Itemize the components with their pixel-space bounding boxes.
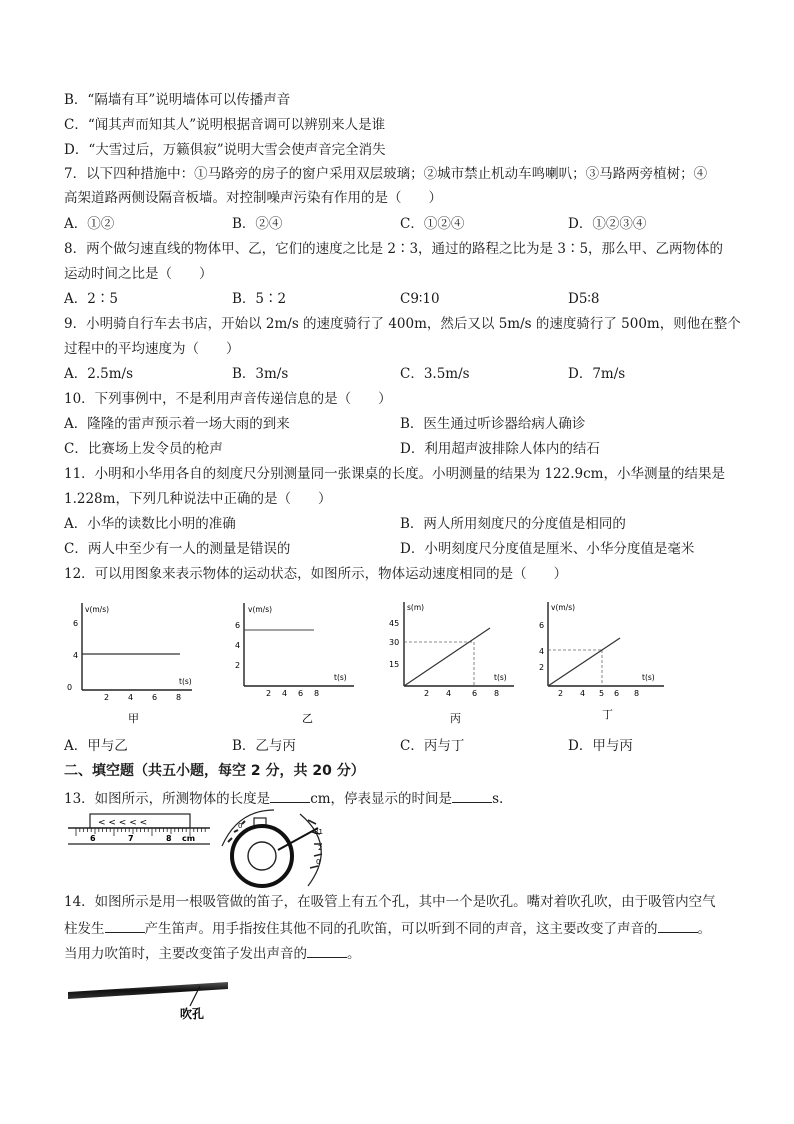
q12-stem: 12．可以用图象来表示物体的运动状态，如图所示，物体运动速度相同的是（ ） bbox=[64, 566, 568, 582]
flute-tube-icon bbox=[68, 982, 228, 999]
q14-stem-2 bbox=[64, 918, 711, 938]
graph-ding-xtick: 6 bbox=[614, 689, 620, 698]
graph-ding-caption: 丁 bbox=[602, 708, 613, 721]
q12-option-b: B．乙与丙 bbox=[232, 738, 296, 754]
graph-bing-xaxis-label: t(s) bbox=[494, 673, 507, 682]
q14-text-1: 柱发生 bbox=[64, 921, 105, 937]
stopwatch-figure bbox=[218, 806, 338, 894]
q9-option-c: C．3.5m/s bbox=[400, 366, 470, 382]
stopwatch-dial-icon bbox=[232, 826, 292, 886]
q11-option-d: D．小明刻度尺分度值是厘米、小华分度值是毫米 bbox=[400, 541, 695, 557]
graph-jia-xtick: 6 bbox=[152, 693, 158, 702]
graph-bing-line bbox=[404, 628, 490, 686]
q10-option-a: A．隆隆的雷声预示着一场大雨的到来 bbox=[64, 416, 290, 432]
q12-option-a: A．甲与乙 bbox=[64, 738, 128, 754]
graph-jia-yaxis-label: v(m/s) bbox=[85, 605, 110, 614]
q7-option-a: A．①② bbox=[64, 216, 115, 232]
graph-ding-ytick: 4 bbox=[539, 647, 545, 656]
q8-option-d: D5∶8 bbox=[568, 291, 600, 307]
ruler-unit: cm bbox=[182, 834, 196, 843]
graph-jia bbox=[62, 598, 202, 728]
graph-ding-xtick: 4 bbox=[580, 689, 586, 698]
q7-stem-2: 高架道路两侧设隔音板墙。对控制噪声污染有作用的是（ ） bbox=[64, 190, 442, 206]
graph-yi bbox=[226, 598, 366, 728]
q13-time-blank[interactable] bbox=[452, 788, 492, 803]
q11-stem-1: 11．小明和小华用各自的刻度尺分别测量同一张课桌的长度。小明测量的结果为 122.9cm，小华测量的结果是 bbox=[64, 466, 725, 482]
q13-stem bbox=[64, 788, 503, 808]
q14-pitch-blank[interactable] bbox=[658, 918, 698, 933]
graph-jia-ytick: 6 bbox=[73, 619, 79, 628]
q14-text-3: 。 bbox=[697, 921, 711, 937]
blow-hole-label: 吹孔 bbox=[180, 1007, 205, 1021]
graph-bing-xtick: 4 bbox=[446, 689, 452, 698]
graph-bing-xtick: 8 bbox=[494, 689, 500, 698]
graph-jia-ytick: 4 bbox=[73, 651, 79, 660]
graph-jia-xaxis-label: t(s) bbox=[179, 677, 192, 686]
q10-option-b: B．医生通过听诊器给病人确诊 bbox=[400, 416, 586, 432]
graph-ding-line bbox=[548, 638, 620, 686]
q12-option-c: C．丙与丁 bbox=[400, 738, 465, 754]
graph-jia-caption: 甲 bbox=[128, 712, 139, 725]
q11-option-a: A．小华的读数比小明的准确 bbox=[64, 516, 236, 532]
stopwatch-inner-label: 0 bbox=[238, 822, 243, 830]
graph-bing-caption: 丙 bbox=[450, 712, 461, 725]
graph-yi-xtick: 8 bbox=[314, 689, 320, 698]
q14-text-2: 产生笛声。用手指按住其他不同的孔吹笛，可以听到不同的声音，这主要改变了声音的 bbox=[144, 921, 658, 937]
q6-option-b: B．“隔墙有耳”说明墙体可以传播声音 bbox=[64, 92, 291, 108]
ruler-figure bbox=[64, 810, 214, 855]
graph-ding-xtick: 2 bbox=[558, 689, 564, 698]
graph-yi-yaxis-label: v(m/s) bbox=[248, 605, 273, 614]
q12-option-d: D．甲与丙 bbox=[568, 738, 633, 754]
ruler-arrows: < < < < < bbox=[98, 818, 148, 828]
graph-bing-xtick: 6 bbox=[472, 689, 478, 698]
q10-option-d: D．利用超声波排除人体内的结石 bbox=[400, 441, 600, 457]
graph-jia-origin: 0 bbox=[67, 683, 73, 692]
q10-option-c: C．比赛场上发令员的枪声 bbox=[64, 441, 223, 457]
q9-option-b: B．3m/s bbox=[232, 366, 289, 382]
flute-figure bbox=[64, 972, 234, 1022]
graph-jia-xtick: 4 bbox=[128, 693, 134, 702]
q9-option-a: A．2.5m/s bbox=[64, 366, 133, 382]
q13-text-1: 13．如图所示，所测物体的长度是 bbox=[64, 791, 271, 807]
q8-option-a: A．2∶5 bbox=[64, 291, 118, 307]
q7-option-d: D．①②③④ bbox=[568, 216, 647, 232]
stopwatch-scale-label: 2 bbox=[318, 844, 323, 852]
q8-option-b: B．5∶2 bbox=[232, 291, 287, 307]
ruler-tick-label: 8 bbox=[166, 834, 172, 843]
q14-stem-1: 14．如图所示是用一根吸管做的笛子，在吸管上有五个孔，其中一个是吹孔。嘴对着吹孔吹，由于吸管内空气 bbox=[64, 894, 716, 910]
graph-bing-ytick: 30 bbox=[389, 638, 400, 647]
ruler-tick-label: 7 bbox=[128, 834, 134, 843]
q11-option-b: B．两人所用刻度尺的分度值是相同的 bbox=[400, 516, 626, 532]
graph-yi-ytick: 2 bbox=[235, 661, 241, 670]
graph-bing-xtick: 2 bbox=[424, 689, 430, 698]
q14-stem-3 bbox=[64, 943, 361, 963]
graph-yi-ytick: 6 bbox=[235, 621, 241, 630]
graph-ding-yaxis-label: v(m/s) bbox=[551, 603, 576, 612]
graph-jia-xtick: 2 bbox=[104, 693, 110, 702]
graph-ding-ytick: 6 bbox=[539, 621, 545, 630]
graph-bing-yaxis-label: s(m) bbox=[407, 603, 425, 612]
q14-vibration-blank[interactable] bbox=[105, 918, 145, 933]
q9-stem-2: 过程中的平均速度为（ ） bbox=[64, 341, 240, 357]
graph-ding-xtick: 5 bbox=[599, 689, 605, 698]
graph-yi-xaxis-label: t(s) bbox=[334, 673, 347, 682]
q14-text-5: 。 bbox=[347, 946, 361, 962]
stopwatch-scale-label: 0 bbox=[316, 858, 321, 866]
graph-yi-ytick: 4 bbox=[235, 641, 241, 650]
q6-option-c: C．“闻其声而知其人”说明根据音调可以辨别来人是谁 bbox=[64, 117, 386, 133]
q7-option-b: B．②④ bbox=[232, 216, 283, 232]
q13-text-2: cm，停表显示的时间是 bbox=[310, 791, 453, 807]
q11-option-c: C．两人中至少有一人的测量是错误的 bbox=[64, 541, 291, 557]
stopwatch-scale-label: 31 bbox=[314, 828, 323, 836]
ruler-tick-label: 6 bbox=[90, 834, 96, 843]
q10-stem: 10．下列事例中，不是利用声音传递信息的是（ ） bbox=[64, 391, 392, 407]
q7-stem-1: 7．以下四种措施中：①马路旁的房子的窗户采用双层玻璃；②城市禁止机动车鸣喇叭；③马路两旁植树；④ bbox=[64, 166, 708, 182]
q9-option-d: D．7m/s bbox=[568, 366, 626, 382]
graph-ding-xaxis-label: t(s) bbox=[642, 673, 655, 682]
q9-stem-1: 9．小明骑自行车去书店，开始以 2m/s 的速度骑行了 400m，然后又以 5m/s 的速度骑行了 500m，则他在整个 bbox=[64, 316, 741, 332]
graph-bing bbox=[384, 598, 524, 728]
q8-stem-1: 8．两个做匀速直线的物体甲、乙，它们的速度之比是 2∶3，通过的路程之比为是 3∶5，那么甲、乙两物体的 bbox=[64, 241, 724, 257]
graph-ding-ytick: 2 bbox=[539, 663, 545, 672]
graph-yi-xtick: 4 bbox=[282, 689, 288, 698]
graph-ding-xtick: 8 bbox=[634, 689, 640, 698]
q14-loudness-blank[interactable] bbox=[307, 943, 347, 958]
q8-option-c: C9∶10 bbox=[400, 291, 440, 307]
graph-bing-ytick: 45 bbox=[389, 619, 400, 628]
graph-yi-caption: 乙 bbox=[302, 712, 313, 725]
graph-ding bbox=[534, 598, 684, 728]
graph-jia-xtick: 8 bbox=[176, 693, 182, 702]
q7-option-c: C．①②④ bbox=[400, 216, 465, 232]
q11-stem-2: 1.228m，下列几种说法中正确的是（ ） bbox=[64, 491, 332, 507]
q14-text-4: 当用力吹笛时，主要改变笛子发出声音的 bbox=[64, 946, 307, 962]
graph-bing-ytick: 15 bbox=[389, 660, 400, 669]
q13-text-3: s. bbox=[492, 791, 504, 807]
q13-length-blank[interactable] bbox=[270, 788, 310, 803]
q8-stem-2: 运动时间之比是（ ） bbox=[64, 266, 213, 282]
section-heading: 二、填空题（共五小题，每空 2 分，共 20 分） bbox=[64, 763, 365, 779]
graph-yi-xtick: 2 bbox=[266, 689, 272, 698]
graph-yi-xtick: 6 bbox=[298, 689, 304, 698]
q6-option-d: D．“大雪过后，万籁俱寂”说明大雪会使声音完全消失 bbox=[64, 142, 386, 158]
